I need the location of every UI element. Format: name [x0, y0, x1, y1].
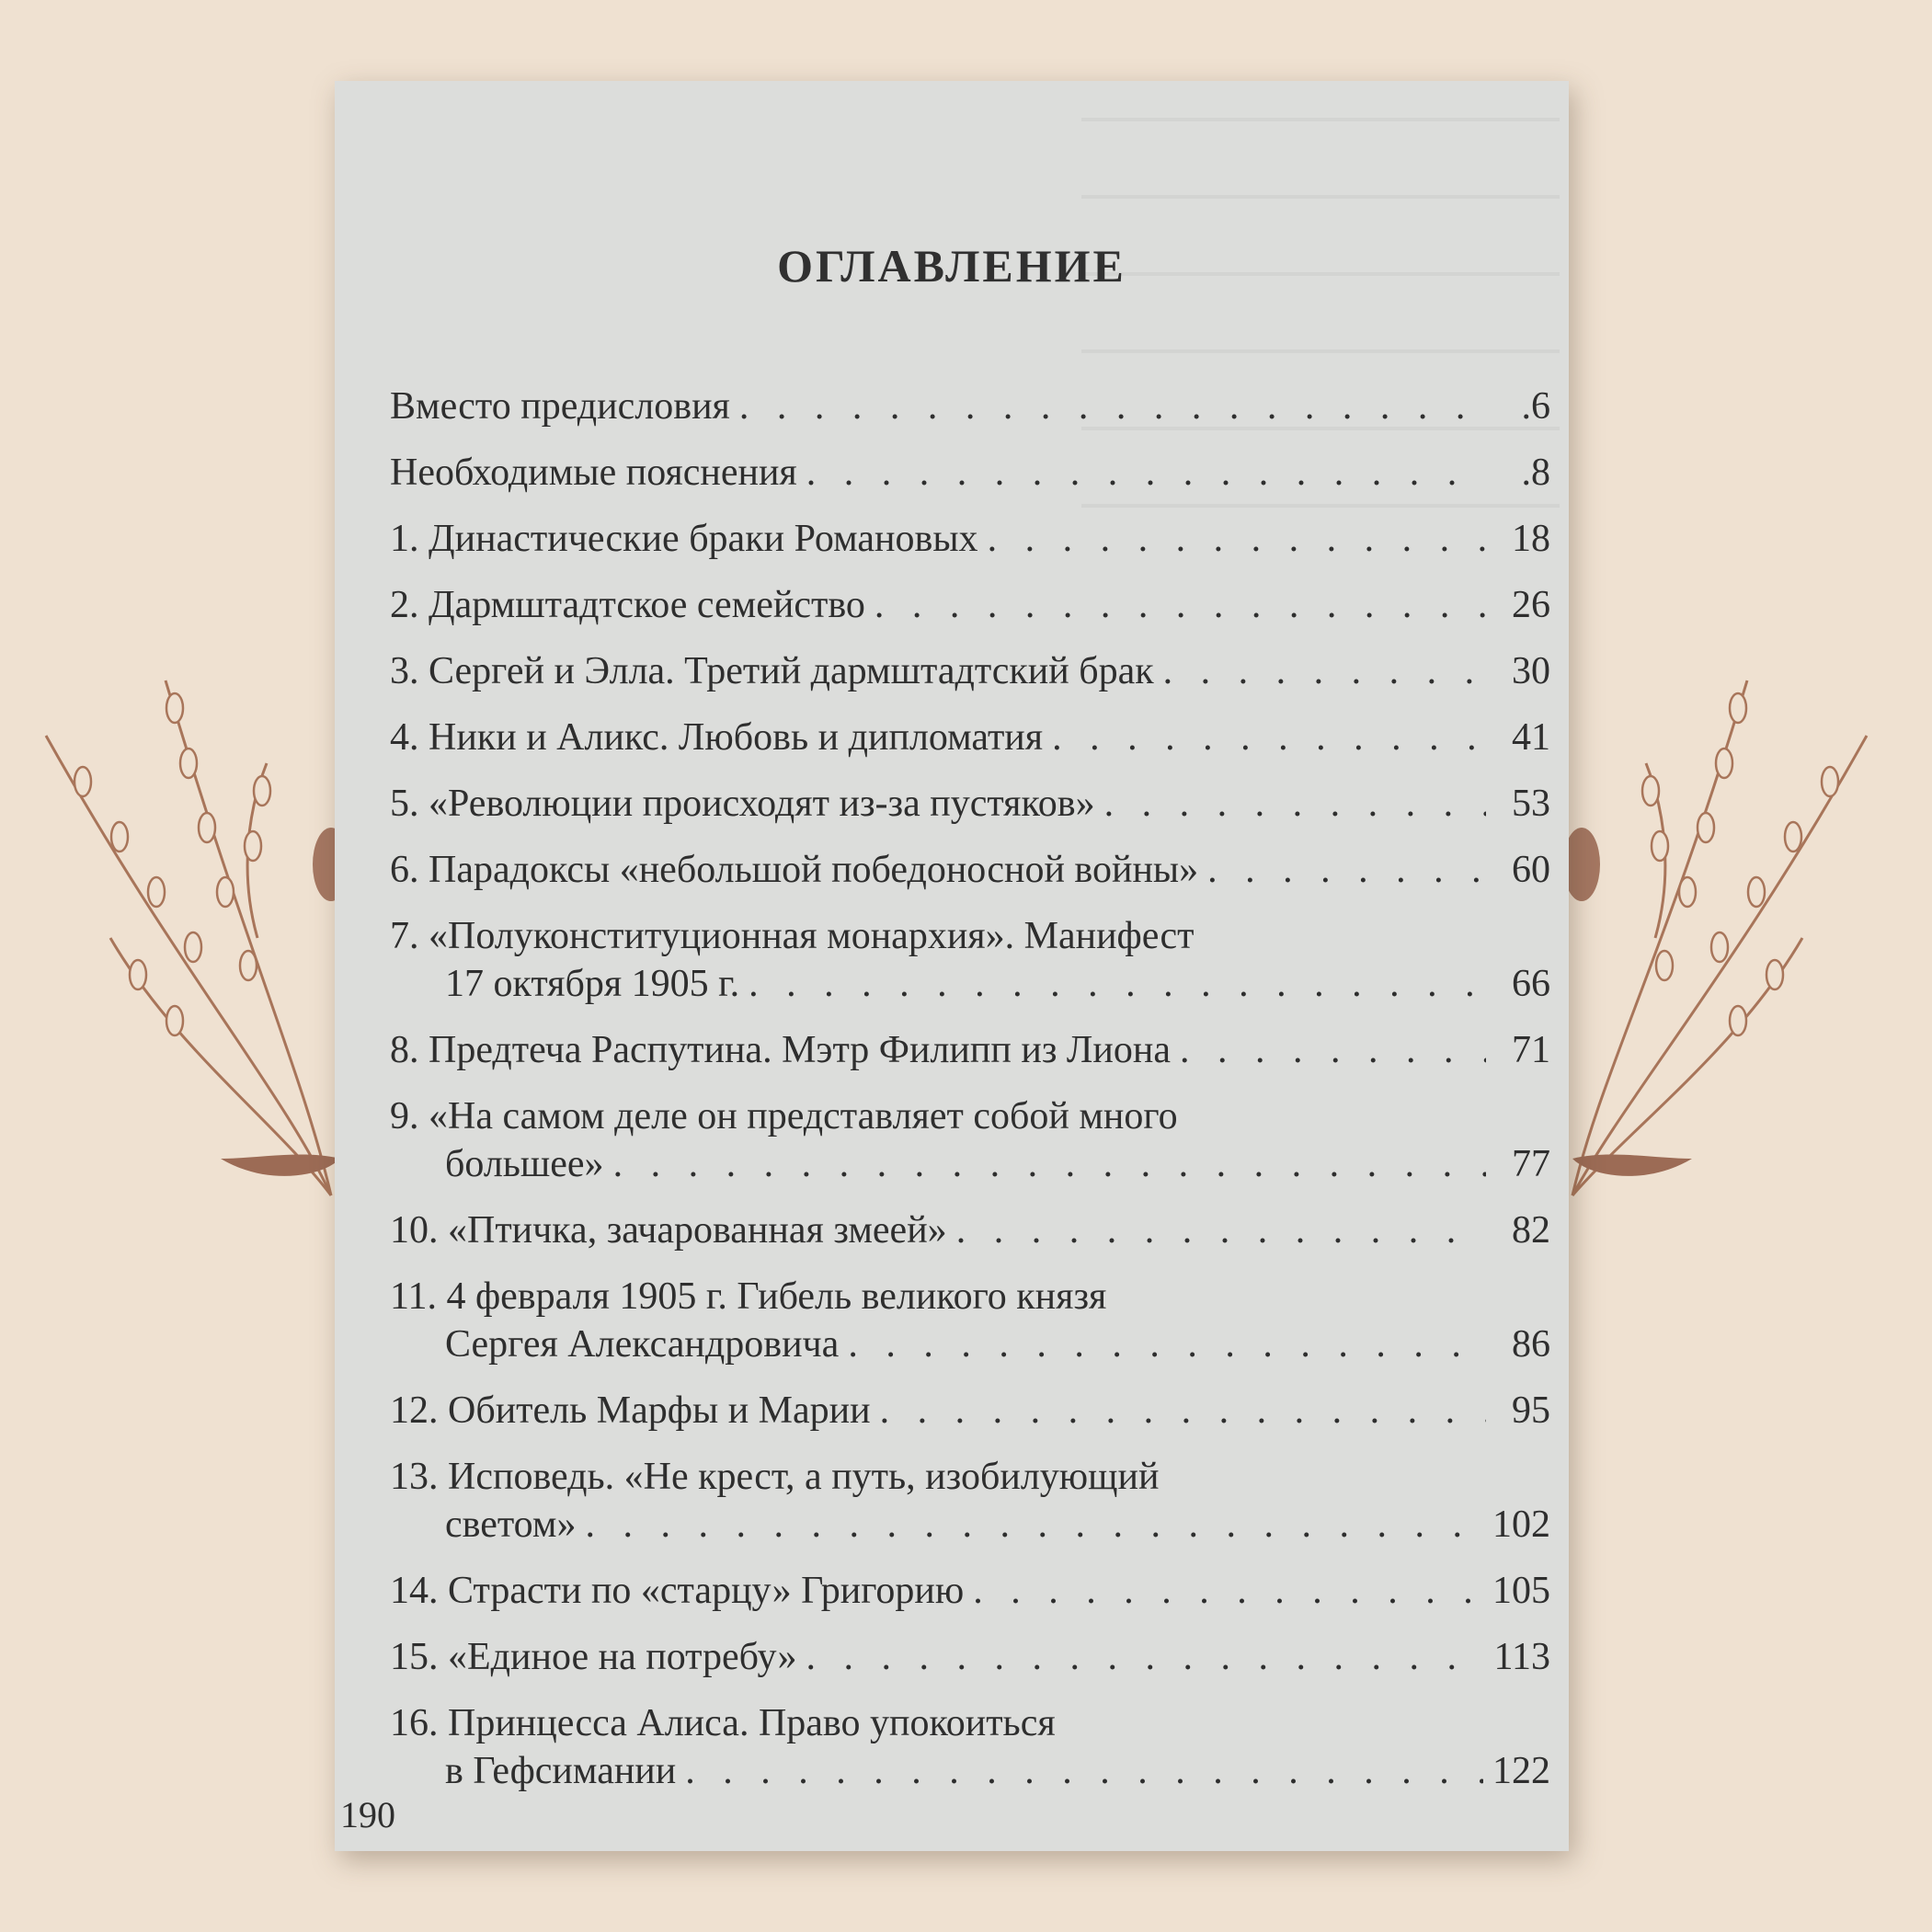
dot-leader [848, 1322, 1486, 1366]
toc-entry [390, 1569, 1550, 1613]
dot-leader [875, 583, 1486, 627]
toc-entry-title: 5. «Революции происходят из-за пустяков» [390, 783, 1095, 825]
toc-entry [390, 1028, 1550, 1072]
toc-entry-page: 30 [1512, 650, 1550, 692]
page-number: 190 [340, 1794, 395, 1835]
toc-entry [390, 451, 1550, 495]
toc-entry [390, 848, 1550, 892]
toc-entry [390, 1094, 1550, 1186]
toc-entry-title: 2. Дармштадтское семейство [390, 584, 865, 626]
toc-entry-title: 9. «На самом деле он представляет собой много [390, 1095, 1178, 1137]
dot-leader [806, 1635, 1485, 1679]
toc-entry-page: 60 [1512, 849, 1550, 891]
toc-entry [390, 583, 1550, 627]
dot-leader [806, 451, 1486, 495]
toc-entry [390, 1455, 1550, 1547]
toc-entry [390, 517, 1550, 561]
toc-entry-title: 3. Сергей и Элла. Третий дармштадтский брак [390, 650, 1154, 692]
page-title: ОГЛАВЛЕНИЕ [777, 240, 1126, 292]
dot-leader [1163, 649, 1486, 693]
book-page [335, 81, 1569, 1851]
toc-entry [390, 715, 1550, 760]
dot-leader [1207, 848, 1486, 892]
dot-leader [1052, 715, 1486, 760]
toc-entry-title-continued: Сергея Александровича [445, 1323, 840, 1366]
toc-entry [390, 1208, 1550, 1252]
toc-entry [390, 914, 1550, 1006]
dot-leader [956, 1208, 1486, 1252]
toc-entry-title: Вместо предисловия [390, 385, 730, 428]
toc-entry-title: 8. Предтеча Распутина. Мэтр Филипп из Лиона [390, 1029, 1172, 1071]
toc-entry-page: 53 [1512, 783, 1550, 825]
toc-entry-title-continued: 17 октября 1905 г. [445, 963, 740, 1005]
toc-entry-title-continued: в Гефсимании [445, 1750, 677, 1792]
toc-entry-page: 105 [1492, 1570, 1550, 1612]
toc-entry-title: 13. Исповедь. «Не крест, а путь, изобилующий [390, 1456, 1160, 1498]
toc-entry-page: 95 [1512, 1389, 1550, 1432]
dot-leader [739, 384, 1486, 429]
dot-leader [1180, 1028, 1486, 1072]
dot-leader [749, 962, 1486, 1006]
toc-entry-title: 12. Обитель Марфы и Марии [390, 1389, 871, 1432]
dot-leader [973, 1569, 1483, 1613]
toc-entry-title: 10. «Птичка, зачарованная змеей» [390, 1209, 947, 1252]
toc-entry-title: 14. Страсти по «старцу» Григорию [390, 1570, 965, 1612]
toc-entry-title: 7. «Полуконституционная монархия». Манифест [390, 915, 1195, 957]
toc-entry-title: Необходимые пояснения [390, 452, 797, 494]
table-of-contents [390, 384, 1550, 1815]
toc-entry-title: 6. Парадоксы «небольшой победоносной войны» [390, 849, 1199, 891]
dot-leader [880, 1389, 1486, 1433]
toc-entry-page: 86 [1512, 1323, 1550, 1366]
toc-entry [390, 782, 1550, 826]
toc-entry-page: 77 [1512, 1143, 1550, 1185]
toc-entry-page: 82 [1512, 1209, 1550, 1252]
toc-entry-title-continued: светом» [445, 1503, 577, 1546]
dot-leader [988, 517, 1486, 561]
toc-entry-page: 26 [1512, 584, 1550, 626]
toc-entry-title: 4. Ники и Аликс. Любовь и дипломатия [390, 716, 1044, 759]
toc-entry-page: 18 [1512, 518, 1550, 560]
toc-entry-title: 15. «Единое на потребу» [390, 1636, 797, 1678]
toc-entry-page: .8 [1521, 452, 1550, 494]
toc-entry [390, 384, 1550, 429]
toc-entry-page: 113 [1493, 1636, 1550, 1678]
toc-entry-page: 41 [1512, 716, 1550, 759]
toc-entry-page: 122 [1492, 1750, 1550, 1792]
dot-leader [685, 1749, 1483, 1793]
toc-entry-title: 1. Династические браки Романовых [390, 518, 978, 560]
dot-leader [613, 1142, 1486, 1186]
toc-entry [390, 649, 1550, 693]
toc-entry [390, 1275, 1550, 1366]
dot-leader [585, 1503, 1483, 1547]
toc-entry-page: 102 [1492, 1503, 1550, 1546]
toc-entry-title: 16. Принцесса Алиса. Право упокоиться [390, 1702, 1056, 1744]
toc-entry-page: 71 [1512, 1029, 1550, 1071]
toc-entry-title: 11. 4 февраля 1905 г. Гибель великого князя [390, 1275, 1107, 1318]
toc-entry [390, 1389, 1550, 1433]
toc-entry [390, 1635, 1550, 1679]
toc-entry-title-continued: большее» [445, 1143, 604, 1185]
toc-entry-page: 66 [1512, 963, 1550, 1005]
toc-entry [390, 1701, 1550, 1793]
toc-entry-page: .6 [1521, 385, 1550, 428]
dot-leader [1104, 782, 1486, 826]
